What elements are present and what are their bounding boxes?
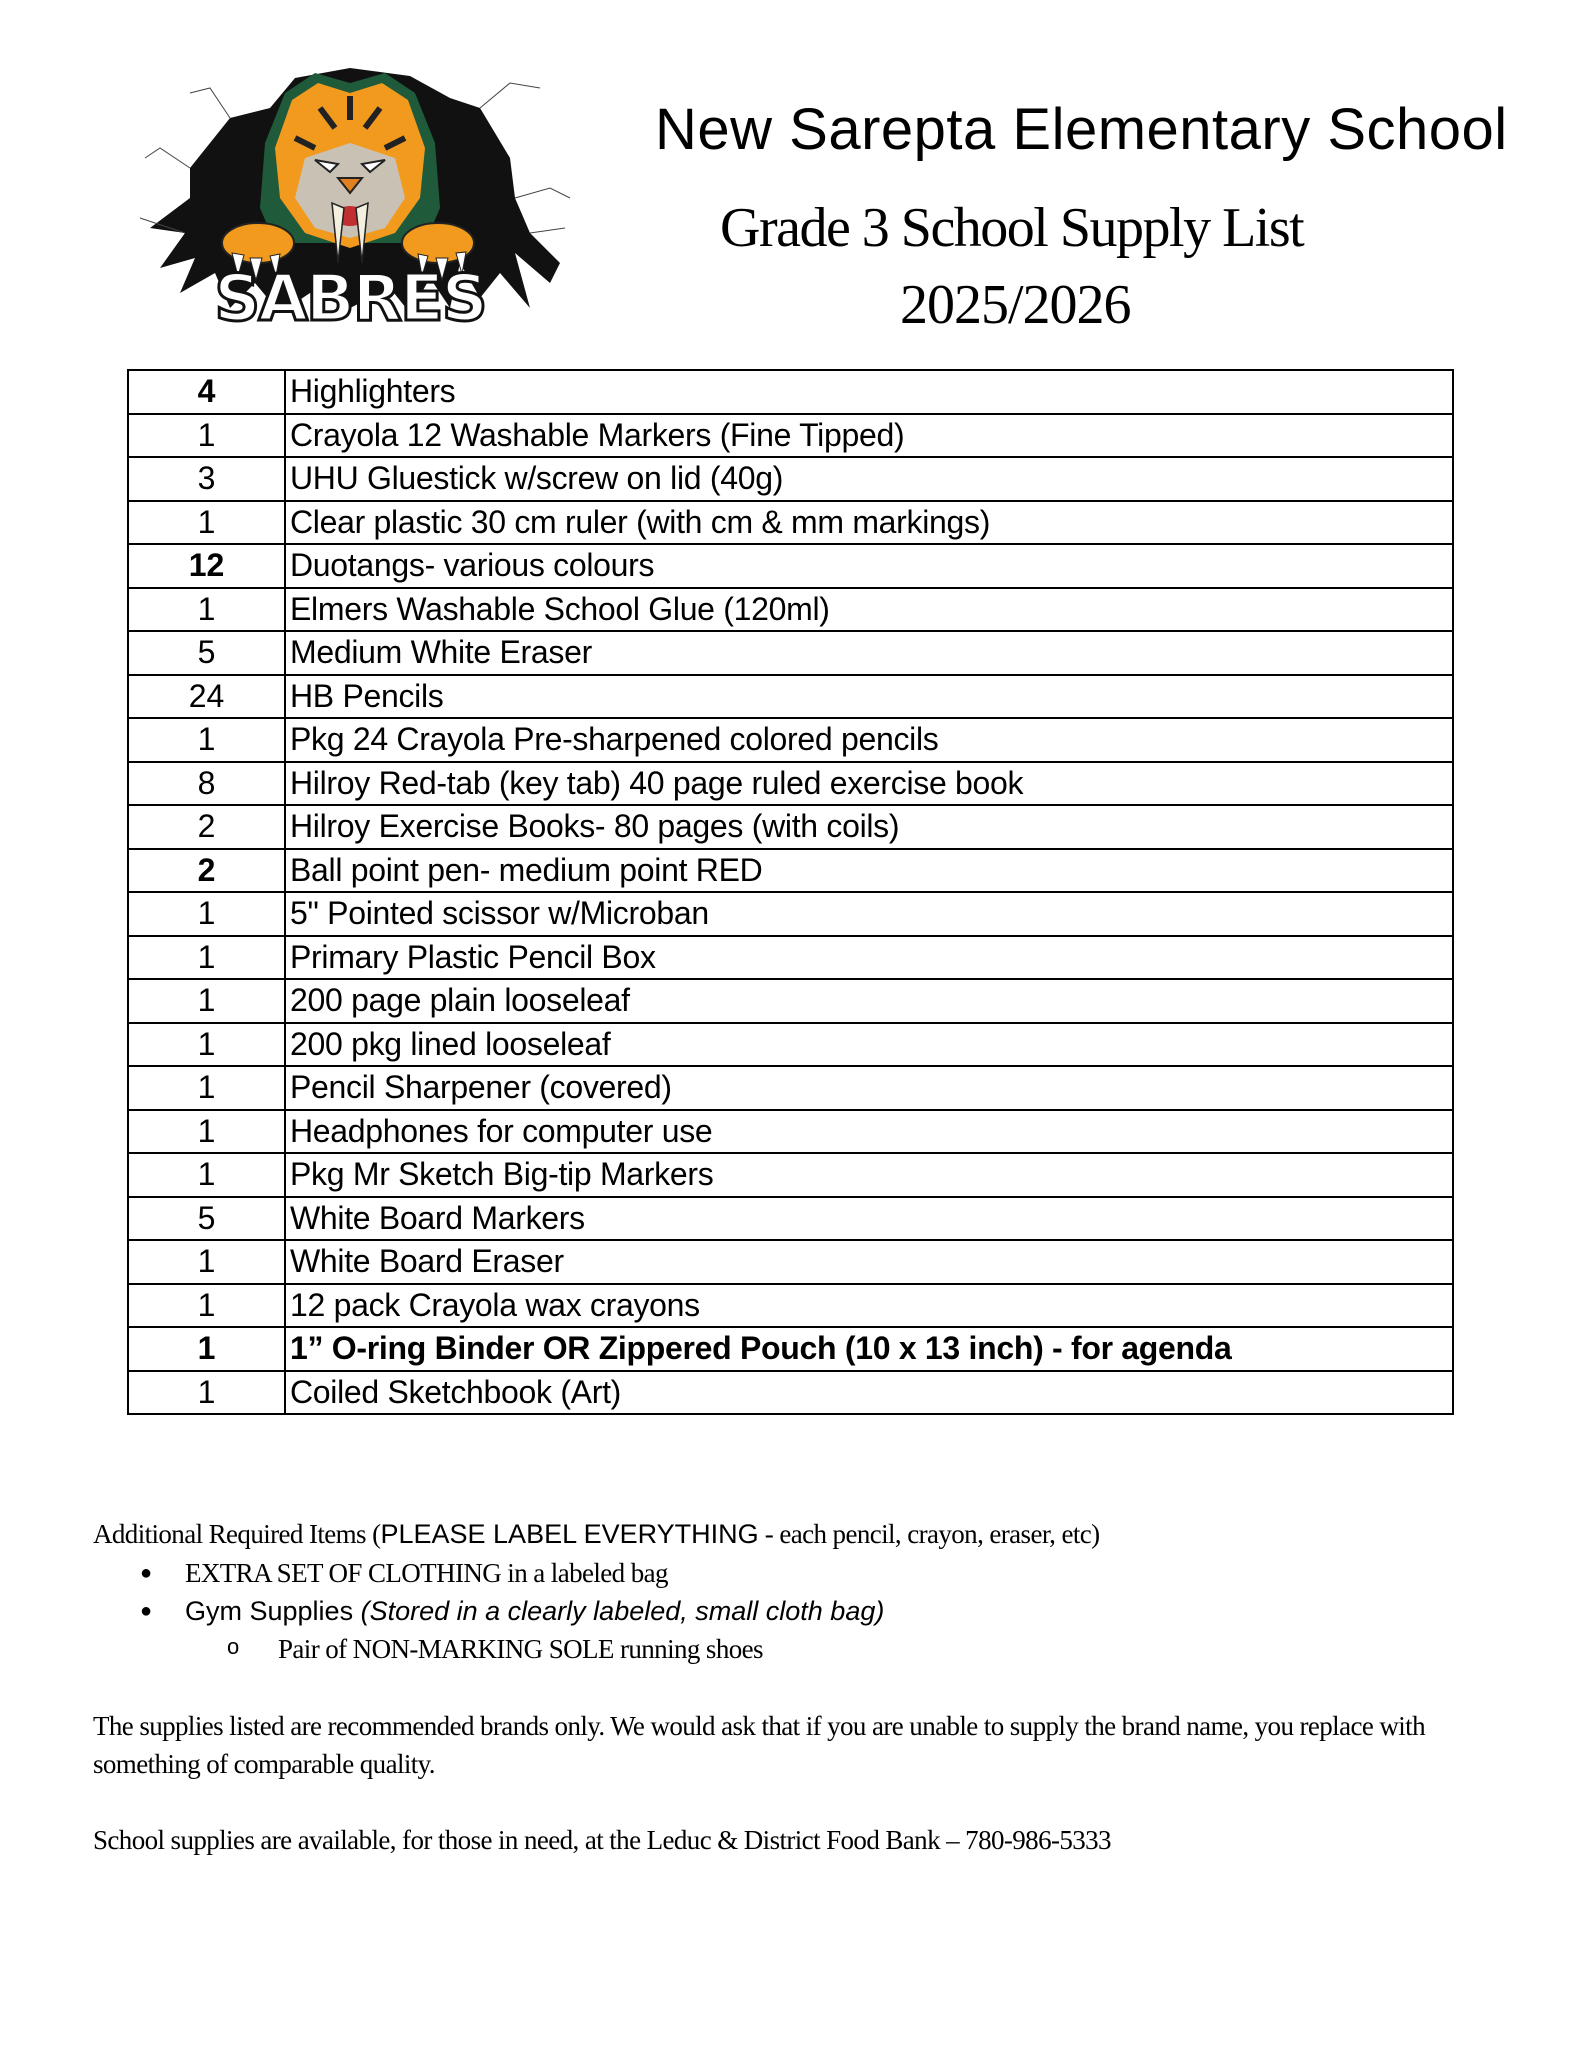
item-cell: 5" Pointed scissor w/Microban (285, 892, 1453, 936)
school-year: 2025/2026 (900, 274, 1131, 336)
supply-list-table (127, 369, 1454, 1415)
item-cell: Primary Plastic Pencil Box (285, 936, 1453, 980)
quantity-cell: 1 (128, 936, 285, 980)
table-row (128, 414, 1453, 458)
list-title: Grade 3 School Supply List (720, 197, 1304, 259)
table-row (128, 631, 1453, 675)
item-cell: Coiled Sketchbook (Art) (285, 1371, 1453, 1415)
item-cell: 200 page plain looseleaf (285, 979, 1453, 1023)
table-row (128, 675, 1453, 719)
tiger-mascot-icon (120, 48, 580, 348)
table-row (128, 762, 1453, 806)
table-row (128, 1327, 1453, 1371)
item-cell: Ball point pen- medium point RED (285, 849, 1453, 893)
table-row (128, 1284, 1453, 1328)
list-item-gym-supplies (140, 1592, 884, 1630)
item-cell: HB Pencils (285, 675, 1453, 719)
table-row (128, 1240, 1453, 1284)
quantity-cell: 4 (128, 370, 285, 414)
item-cell: Pkg 24 Crayola Pre-sharpened colored pencils (285, 718, 1453, 762)
quantity-cell: 1 (128, 892, 285, 936)
quantity-cell: 1 (128, 1240, 285, 1284)
brands-note: The supplies listed are recommended brands only. We would ask that if you are unable to supply the brand name, you replace with something of comparable quality. (93, 1711, 1425, 1779)
list-item-running-shoes (140, 1630, 884, 1668)
item-cell: Pencil Sharpener (covered) (285, 1066, 1453, 1110)
item-cell: Duotangs- various colours (285, 544, 1453, 588)
table-row (128, 1110, 1453, 1154)
item-cell: Crayola 12 Washable Markers (Fine Tipped) (285, 414, 1453, 458)
table-row (128, 892, 1453, 936)
quantity-cell: 24 (128, 675, 285, 719)
quantity-cell: 1 (128, 1371, 285, 1415)
item-cell: Headphones for computer use (285, 1110, 1453, 1154)
label-everything-emphasis: PLEASE LABEL EVERYTHING (380, 1519, 759, 1549)
quantity-cell: 1 (128, 501, 285, 545)
quantity-cell: 2 (128, 849, 285, 893)
table-row (128, 1066, 1453, 1110)
item-cell: Elmers Washable School Glue (120ml) (285, 588, 1453, 632)
item-cell: Pkg Mr Sketch Big-tip Markers (285, 1153, 1453, 1197)
table-row (128, 849, 1453, 893)
svg-text:SABRES: SABRES (214, 262, 486, 336)
quantity-cell: 1 (128, 1284, 285, 1328)
item-cell: 200 pkg lined looseleaf (285, 1023, 1453, 1067)
item-cell: 12 pack Crayola wax crayons (285, 1284, 1453, 1328)
additional-items-suffix: - each pencil, crayon, eraser, etc) (758, 1519, 1100, 1549)
sabres-tiger-logo (120, 48, 580, 348)
table-row (128, 370, 1453, 414)
table-row (128, 718, 1453, 762)
item-cell: UHU Gluestick w/screw on lid (40g) (285, 457, 1453, 501)
additional-items-list (140, 1554, 884, 1668)
quantity-cell: 5 (128, 1197, 285, 1241)
table-row (128, 457, 1453, 501)
quantity-cell: 1 (128, 979, 285, 1023)
quantity-cell: 1 (128, 1153, 285, 1197)
table-row (128, 1153, 1453, 1197)
gym-supplies-label: Gym Supplies (185, 1596, 361, 1626)
table-row (128, 936, 1453, 980)
quantity-cell: 1 (128, 1110, 285, 1154)
table-row (128, 979, 1453, 1023)
table-row (128, 501, 1453, 545)
item-cell: Hilroy Exercise Books- 80 pages (with coils) (285, 805, 1453, 849)
list-item-extra-clothing (140, 1554, 884, 1592)
running-shoes-text: Pair of NON-MARKING SOLE running shoes (278, 1634, 763, 1664)
quantity-cell: 2 (128, 805, 285, 849)
additional-items-prefix: Additional Required Items ( (93, 1519, 381, 1549)
table-row (128, 544, 1453, 588)
item-cell: Medium White Eraser (285, 631, 1453, 675)
extra-clothing-text: EXTRA SET OF CLOTHING in a labeled bag (185, 1558, 668, 1588)
item-cell: Clear plastic 30 cm ruler (with cm & mm markings) (285, 501, 1453, 545)
school-name: New Sarepta Elementary School (655, 97, 1508, 162)
table-row (128, 1023, 1453, 1067)
additional-items-intro (93, 1517, 1100, 1551)
item-cell: White Board Eraser (285, 1240, 1453, 1284)
item-cell: White Board Markers (285, 1197, 1453, 1241)
table-row (128, 805, 1453, 849)
quantity-cell: 12 (128, 544, 285, 588)
quantity-cell: 3 (128, 457, 285, 501)
quantity-cell: 8 (128, 762, 285, 806)
quantity-cell: 5 (128, 631, 285, 675)
food-bank-note: School supplies are available, for those in need, at the Leduc & District Food Bank – 780-986-5333 (93, 1825, 1111, 1855)
table-row (128, 588, 1453, 632)
quantity-cell: 1 (128, 718, 285, 762)
item-cell: 1” O-ring Binder OR Zippered Pouch (10 x 13 inch) - for agenda (285, 1327, 1453, 1371)
table-row (128, 1371, 1453, 1415)
quantity-cell: 1 (128, 1023, 285, 1067)
quantity-cell: 1 (128, 1327, 285, 1371)
quantity-cell: 1 (128, 1066, 285, 1110)
item-cell: Hilroy Red-tab (key tab) 40 page ruled exercise book (285, 762, 1453, 806)
quantity-cell: 1 (128, 588, 285, 632)
table-row (128, 1197, 1453, 1241)
quantity-cell: 1 (128, 414, 285, 458)
gym-supplies-note: (Stored in a clearly labeled, small cloth bag) (360, 1596, 885, 1626)
item-cell: Highlighters (285, 370, 1453, 414)
